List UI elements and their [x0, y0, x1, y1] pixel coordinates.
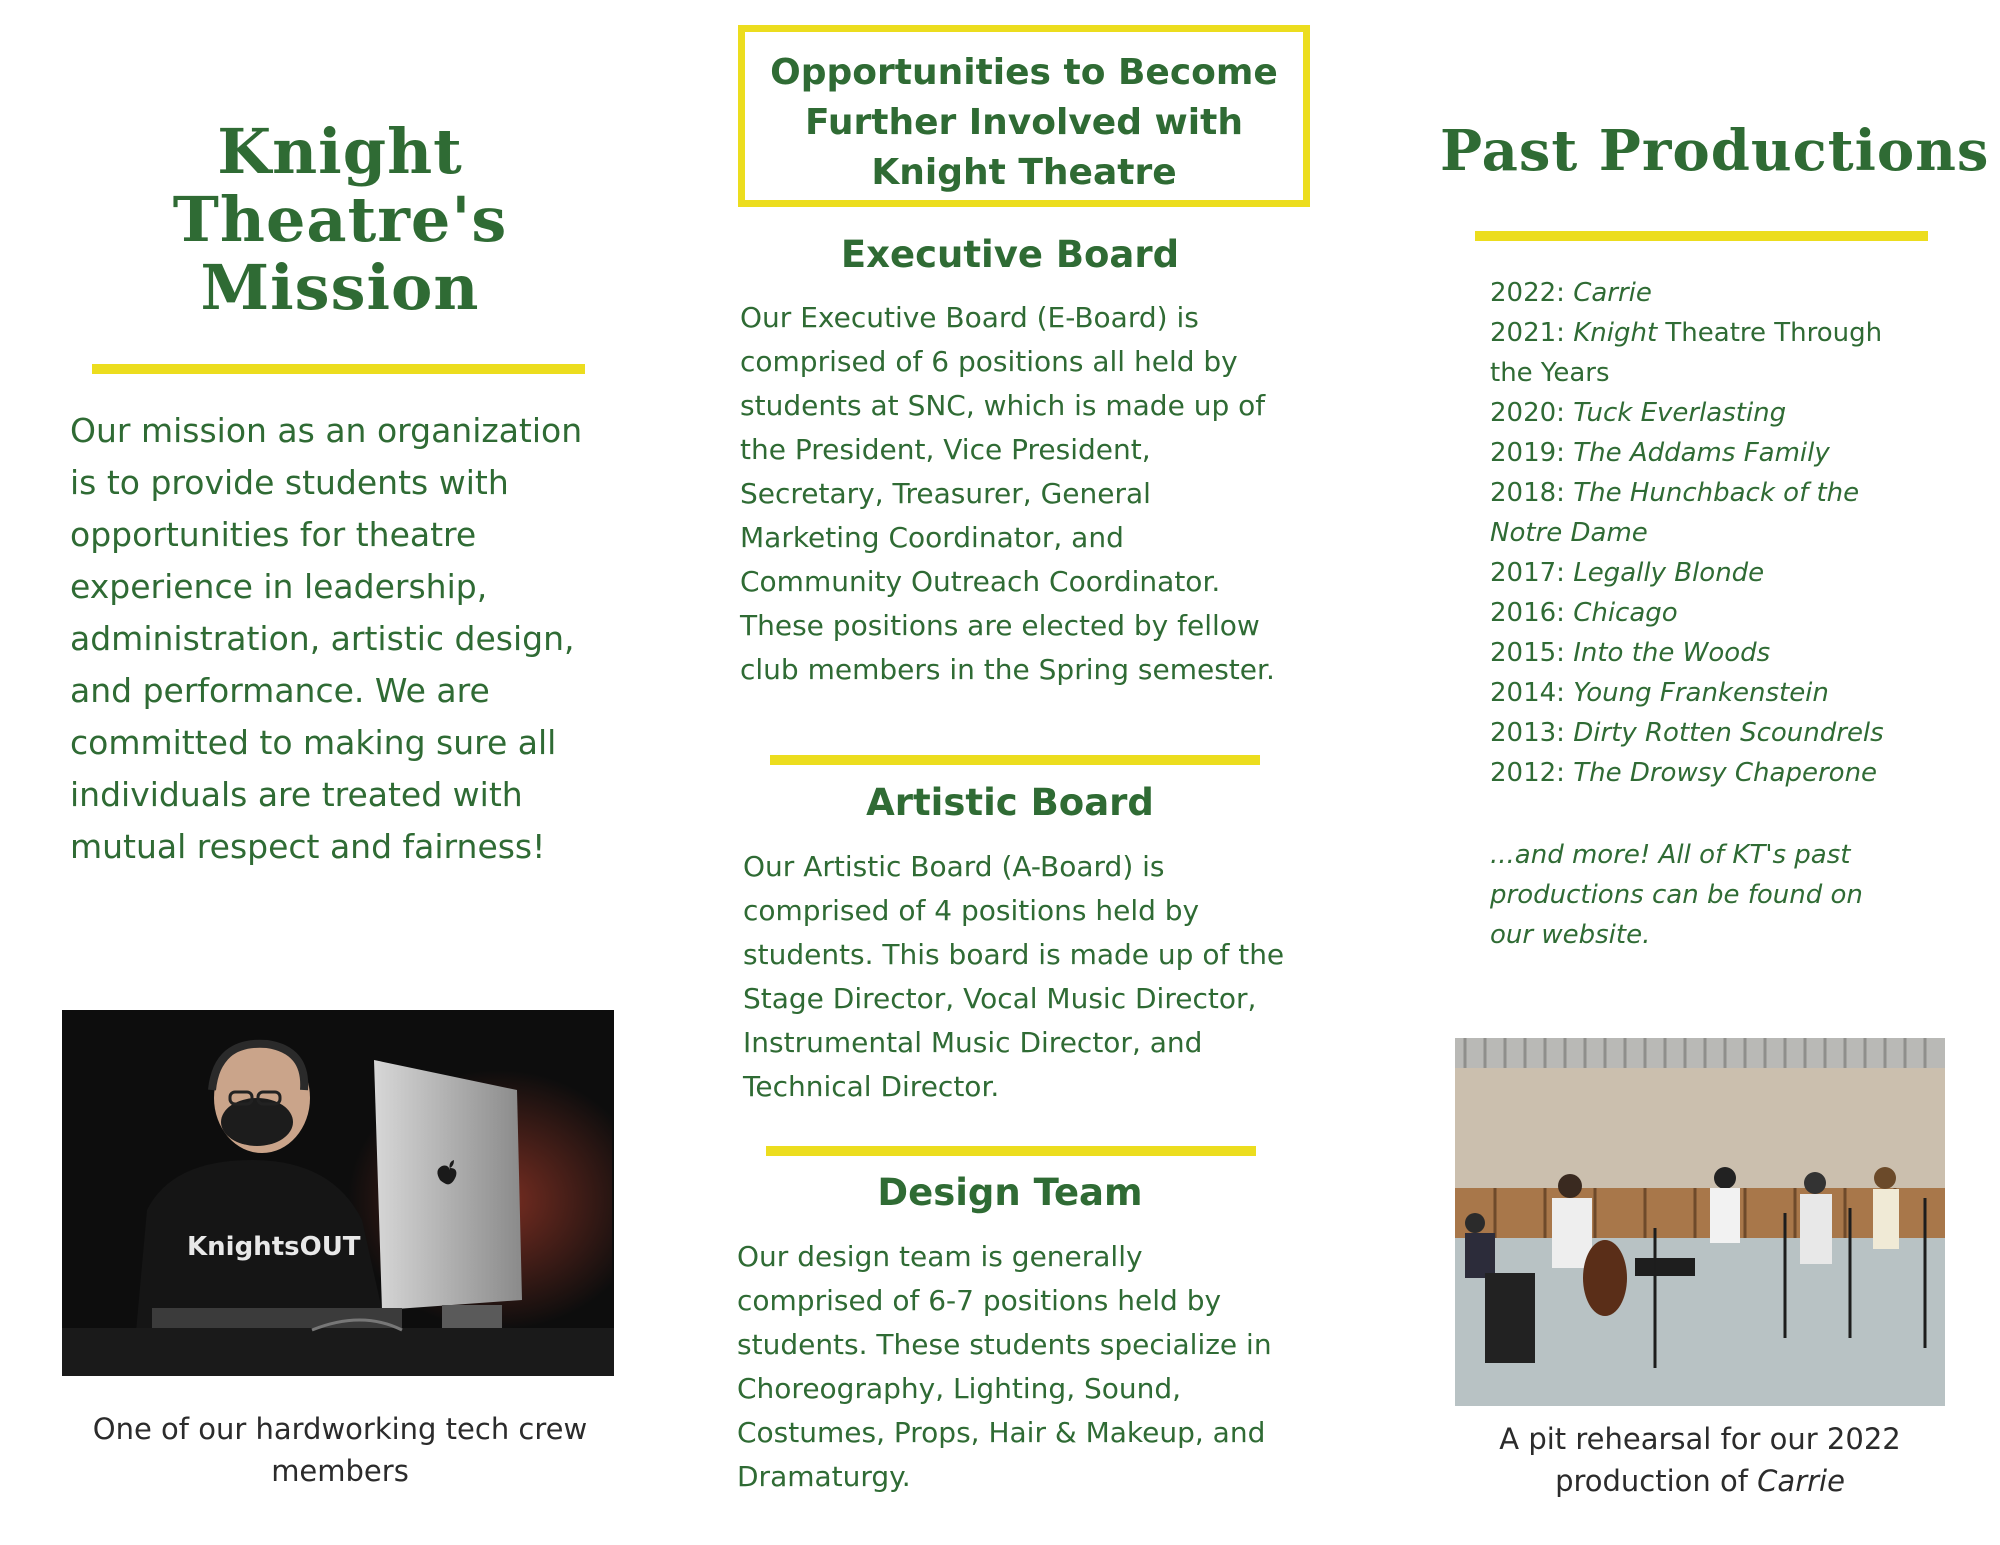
- productions-note-text: ...and more! All of KT's past productions can be found on our website.: [1490, 840, 1863, 950]
- shirt-logo-text: KnightsOUT: [187, 1232, 361, 1262]
- design-team-heading: Design Team: [877, 1171, 1143, 1214]
- mission-text: Our mission as an organization is to provide students with opportunities for theatre experience in leadership, administration, artistic design, and performance. We are committed to making sure all individuals are treated with mutual respect and fairness!: [70, 411, 583, 866]
- tech-crew-photo: [62, 1010, 614, 1376]
- productions-list: [1490, 273, 1920, 793]
- executive-divider: [770, 755, 1260, 765]
- production-year: 2012:: [1490, 758, 1565, 788]
- pit-rehearsal-caption: [1440, 1418, 1960, 1502]
- production-item: [1490, 433, 1920, 473]
- tech-crew-caption: One of our hardworking tech crew members: [92, 1412, 588, 1488]
- production-item: [1490, 473, 1920, 553]
- production-item: [1490, 313, 1920, 393]
- productions-note: [1490, 835, 1900, 955]
- pit-caption-text: A pit rehearsal for our 2022 production of: [1499, 1422, 1901, 1498]
- production-year: 2013:: [1490, 718, 1565, 748]
- production-item: [1490, 633, 1920, 673]
- production-show: Young Frankenstein: [1573, 678, 1829, 708]
- past-productions-title: Past Productions: [1440, 118, 1990, 184]
- production-show: The Hunchback of the Notre Dame: [1490, 478, 1860, 548]
- artistic-board-text: Our Artistic Board (A-Board) is comprised of 4 positions held by students. This board is made up of the Stage Director, Vocal Music Director, Instrumental Music Director, and Technical Director.: [743, 850, 1285, 1103]
- production-item: [1490, 673, 1920, 713]
- production-show: Knight: [1573, 318, 1658, 348]
- executive-board-heading: Executive Board: [840, 233, 1180, 276]
- opportunities-box: [738, 25, 1310, 207]
- production-item: [1490, 393, 1920, 433]
- production-item: [1490, 593, 1920, 633]
- mission-title: [90, 115, 590, 324]
- production-show: The Drowsy Chaperone: [1573, 758, 1878, 788]
- production-year: 2014:: [1490, 678, 1565, 708]
- production-year: 2019:: [1490, 438, 1565, 468]
- mission-title-line-2: Theatre's: [172, 183, 508, 256]
- productions-divider: [1475, 231, 1928, 241]
- pit-rehearsal-photo-art: [1455, 1038, 1945, 1406]
- pit-caption-show: Carrie: [1757, 1464, 1845, 1498]
- production-item: [1490, 753, 1920, 793]
- tech-crew-photo-art: [62, 1010, 614, 1376]
- production-year: 2018:: [1490, 478, 1565, 508]
- mission-title-line-3: Mission: [200, 251, 480, 324]
- production-item: [1490, 713, 1920, 753]
- production-year: 2020:: [1490, 398, 1565, 428]
- production-year: 2021:: [1490, 318, 1565, 348]
- mission-divider: [92, 364, 585, 374]
- production-show: The Addams Family: [1573, 438, 1830, 468]
- production-show: Chicago: [1573, 598, 1678, 628]
- production-show: Dirty Rotten Scoundrels: [1573, 718, 1884, 748]
- production-show: Legally Blonde: [1573, 558, 1765, 588]
- production-show: Carrie: [1573, 278, 1652, 308]
- production-item: [1490, 273, 1920, 313]
- design-team-text: Our design team is generally comprised of 6-7 positions held by students. These students specialize in Choreography, Lighting, Sound, Costumes, Props, Hair & Makeup, and Dramaturgy.: [737, 1240, 1272, 1493]
- opportunities-title: Opportunities to Become Further Involved with Knight Theatre: [770, 52, 1278, 193]
- pit-rehearsal-photo: [1455, 1038, 1945, 1406]
- production-year: 2016:: [1490, 598, 1565, 628]
- artistic-divider: [766, 1146, 1256, 1156]
- production-show: Into the Woods: [1573, 638, 1771, 668]
- production-year: 2015:: [1490, 638, 1565, 668]
- production-show-rest: Theatre Through the Years: [1490, 318, 1883, 388]
- production-year: 2017:: [1490, 558, 1565, 588]
- mission-title-line-1: Knight: [217, 115, 463, 188]
- production-show: Tuck Everlasting: [1573, 398, 1787, 428]
- production-item: [1490, 553, 1920, 593]
- executive-board-text: Our Executive Board (E-Board) is comprised of 6 positions all held by students at SNC, which is made up of the President, Vice President, Secretary, Treasurer, General Marketing Coordinator, and Community Outreach Coordinator. These positions are elected by fellow club members in the Spring semester.: [740, 301, 1275, 686]
- artistic-board-heading: Artistic Board: [866, 781, 1154, 824]
- production-year: 2022:: [1490, 278, 1565, 308]
